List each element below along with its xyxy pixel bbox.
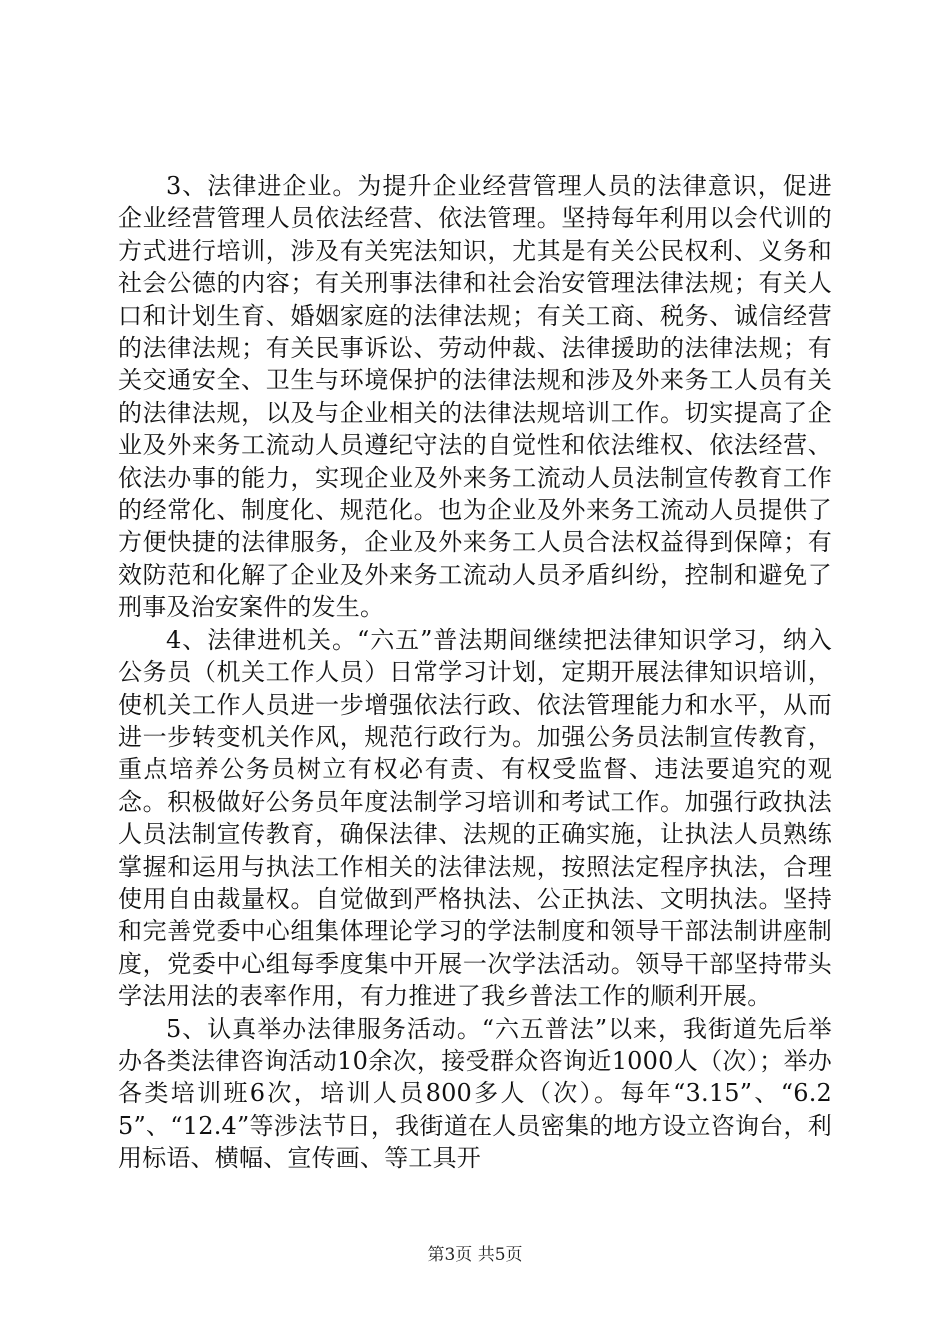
paragraph-law-into-enterprises: 3、法律进企业。为提升企业经营管理人员的法律意识，促进企业经营管理人员依法经营、依法管理。坚持每年利用以会代训的方式进行培训，涉及有关宪法知识，尤其是有关公民权利、义务和社会公德的内容；有关刑事法律和社会治安管理法律法规；有关人口和计划生育、婚姻家庭的法律法规；有关工商、税务、诚信经营的法律法规；有关民事诉讼、劳动仲裁、法律援助的法律法规；有关交通安全、卫生与环境保护的法律法规和涉及外来务工人员有关的法律法规，以及与企业相关的法律法规培训工作。切实提高了企业及外来务工流动人员遵纪守法的自觉性和依法维权、依法经营、依法办事的能力，实现企业及外来务工流动人员法制宣传教育工作的经常化、制度化、规范化。也为企业及外来务工流动人员提供了方便快捷的法律服务，企业及外来务工人员合法权益得到保障；有效防范和化解了企业及外来务工流动人员矛盾纠纷，控制和避免了刑事及治安案件的发生。: [118, 172, 832, 622]
document-body: [118, 170, 832, 1175]
page-number-footer: 第3页 共5页: [427, 1245, 523, 1265]
paragraph-legal-service-activities: 5、认真举办法律服务活动。“六五普法”以来，我街道先后举办各类法律咨询活动10余次，接受群众咨询近1000人（次）；举办各类培训班6次，培训人员800多人（次）。每年“3.15”、“6.25”、“12.4”等涉法节日，我街道在人员密集的地方设立咨询台，利用标语、横幅、宣传画、等工具开: [118, 1014, 832, 1173]
paragraph-law-into-government-offices: 4、法律进机关。“六五”普法期间继续把法律知识学习，纳入公务员（机关工作人员）日常学习计划，定期开展法律知识培训，使机关工作人员进一步增强依法行政、依法管理能力和水平，从而进一步转变机关作风，规范行政行为。加强公务员法制宣传教育，重点培养公务员树立有权必有责、有权受监督、违法要追究的观念。积极做好公务员年度法制学习培训和考试工作。加强行政执法人员法制宣传教育，确保法律、法规的正确实施，让执法人员熟练掌握和运用与执法工作相关的法律法规，按照法定程序执法，合理使用自由裁量权。自觉做到严格执法、公正执法、文明执法。坚持和完善党委中心组集体理论学习的学法制度和领导干部法制讲座制度，党委中心组每季度集中开展一次学法活动。领导干部坚持带头学法用法的表率作用，有力推进了我乡普法工作的顺利开展。: [118, 625, 832, 1011]
